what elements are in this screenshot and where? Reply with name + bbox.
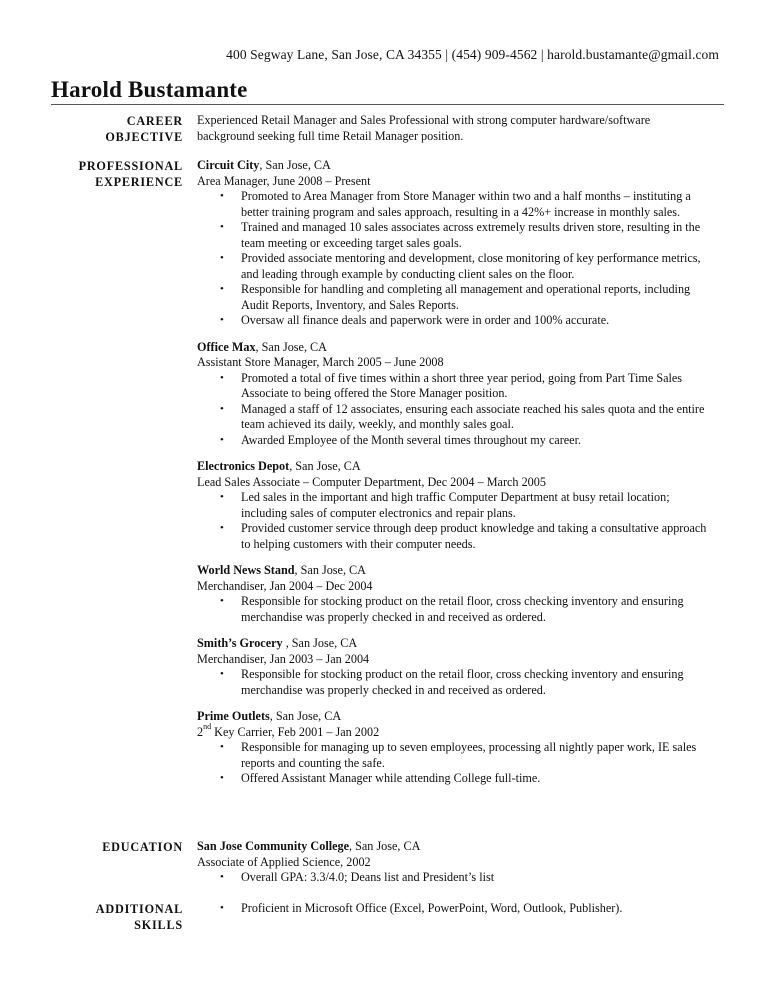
company-location: , San Jose, CA: [259, 158, 331, 172]
job-header: [197, 636, 717, 652]
school-location: , San Jose, CA: [349, 839, 421, 853]
job-header: [197, 340, 717, 356]
bullet-item: • Provided associate mentoring and development, close monitoring of key performance metrics, and leading through example by conducting client sales on the floor.: [197, 251, 716, 282]
school-name: San Jose Community College: [197, 839, 350, 853]
objective-text: Experienced Retail Manager and Sales Professional with strong computer hardware/software background seeking full time Retail Manager position.: [197, 113, 651, 143]
job-bullets: [197, 667, 717, 698]
skills-heading-line1: ADDITIONAL: [95, 902, 183, 916]
job-bullets: [197, 594, 717, 625]
bullet-item: • Responsible for managing up to seven employees, processing all nightly paper work, IE sales reports and counting the safe.: [197, 740, 716, 771]
bullet-item: • Led sales in the important and high traffic Computer Department at busy retail location; including sales of computer electronics and repair plans.: [197, 490, 716, 521]
job-entry: [197, 709, 717, 787]
bullet-item: • Promoted a total of five times within a short three year period, going from Part Time Sales Associate to being offered the Store Manager position.: [197, 371, 716, 402]
job-title-ordinal: 2: [197, 724, 204, 739]
objective-heading-line2: OBJECTIVE: [105, 130, 183, 144]
job-header: [197, 459, 717, 475]
bullet-item: • Responsible for handling and completing all management and operational reports, including Audit Reports, Inventory, and Sales Reports.: [197, 282, 716, 313]
objective-heading: [40, 113, 183, 145]
job-bullets: [197, 371, 717, 449]
job-title-text: Key Carrier, Feb 2001 – Jan 2002: [211, 724, 380, 739]
experience-heading-line2: EXPERIENCE: [95, 175, 183, 189]
job-entry: [197, 340, 717, 449]
skills-bullets: [197, 901, 717, 917]
bullet-item: • Responsible for stocking product on the retail floor, cross checking inventory and ensuring merchandise was properly checked in and received as ordered.: [197, 667, 716, 698]
bullet-item: • Provided customer service through deep product knowledge and taking a consultative approach to helping customers with their computer needs.: [197, 521, 716, 552]
job-title: Area Manager, June 2008 – Present: [197, 173, 371, 188]
company-location: , San Jose, CA: [269, 709, 342, 723]
education-bullets: [197, 870, 717, 886]
objective-heading-line1: CAREER: [126, 114, 183, 128]
company-location: , San Jose, CA: [255, 339, 327, 354]
bullet-item: • Managed a staff of 12 associates, ensuring each associate reached his sales quota and the entire team achieved its daily, weekly, and monthly sales goal.: [197, 402, 716, 433]
bullet-item: • Offered Assistant Manager while attending College full-time.: [197, 771, 716, 787]
candidate-name: Harold Bustamante: [51, 77, 248, 102]
company-location: , San Jose, CA: [289, 459, 361, 473]
bullet-item: • Oversaw all finance deals and paperwork were in order and 100% accurate.: [197, 313, 716, 329]
header-divider: [51, 104, 724, 105]
experience-heading: [40, 158, 183, 190]
skills-heading-line2: SKILLS: [134, 918, 183, 932]
company-name: Smith’s Grocery: [197, 636, 283, 650]
education-details: [197, 839, 717, 886]
job-header: [197, 158, 717, 174]
bullet-item: • Proficient in Microsoft Office (Excel, PowerPoint, Word, Outlook, Publisher).: [197, 901, 716, 917]
company-name: Electronics Depot: [197, 459, 290, 473]
skills-heading: [40, 901, 183, 933]
company-location: , San Jose, CA: [294, 563, 366, 577]
company-name: Circuit City: [197, 158, 260, 172]
job-bullets: [197, 740, 717, 787]
company-name: Prime Outlets: [197, 709, 270, 723]
job-entry: [197, 158, 717, 329]
contact-line: 400 Segway Lane, San Jose, CA 34355 | (454) 909-4562 | harold.bustamante@gmail.com: [226, 47, 719, 62]
bullet-item: • Awarded Employee of the Month several times throughout my career.: [197, 433, 716, 449]
education-heading: [40, 839, 183, 855]
bullet-item: • Responsible for stocking product on the retail floor, cross checking inventory and ensuring merchandise was properly checked in and received as ordered.: [197, 594, 716, 625]
job-header: [197, 563, 717, 579]
skills-details: [197, 901, 717, 917]
job-title: Merchandiser, Jan 2004 – Dec 2004: [197, 578, 373, 593]
job-title: Merchandiser, Jan 2003 – Jan 2004: [197, 651, 370, 666]
company-name: Office Max: [197, 339, 256, 354]
company-location: , San Jose, CA: [282, 636, 358, 650]
job-title-ordinal-suffix: nd: [203, 722, 212, 732]
job-title: [197, 722, 717, 741]
degree: Associate of Applied Science, 2002: [197, 854, 371, 869]
bullet-item: • Promoted to Area Manager from Store Manager within two and a half months – instituting a better training program and sales approach, resulting in a 42%+ increase in monthly sales.: [197, 189, 716, 220]
education-heading-line1: EDUCATION: [102, 840, 183, 854]
experience-list: [197, 158, 717, 798]
school-header: [197, 839, 717, 855]
job-title: Lead Sales Associate – Computer Department, Dec 2004 – March 2005: [197, 474, 546, 489]
bullet-item: • Overall GPA: 3.3/4.0; Deans list and President’s list: [197, 870, 716, 886]
job-entry: [197, 636, 717, 698]
job-bullets: [197, 490, 717, 552]
job-entry: [197, 459, 717, 552]
company-name: World News Stand: [197, 563, 295, 577]
experience-heading-line1: PROFESSIONAL: [78, 159, 183, 173]
bullet-item: • Trained and managed 10 sales associates across extremely results driven store, resulting in the team meeting or exceeding target sales goals.: [197, 220, 716, 251]
job-header: [197, 709, 717, 725]
job-title: Assistant Store Manager, March 2005 – June 2008: [197, 355, 444, 369]
job-entry: [197, 563, 717, 625]
job-bullets: [197, 189, 717, 329]
